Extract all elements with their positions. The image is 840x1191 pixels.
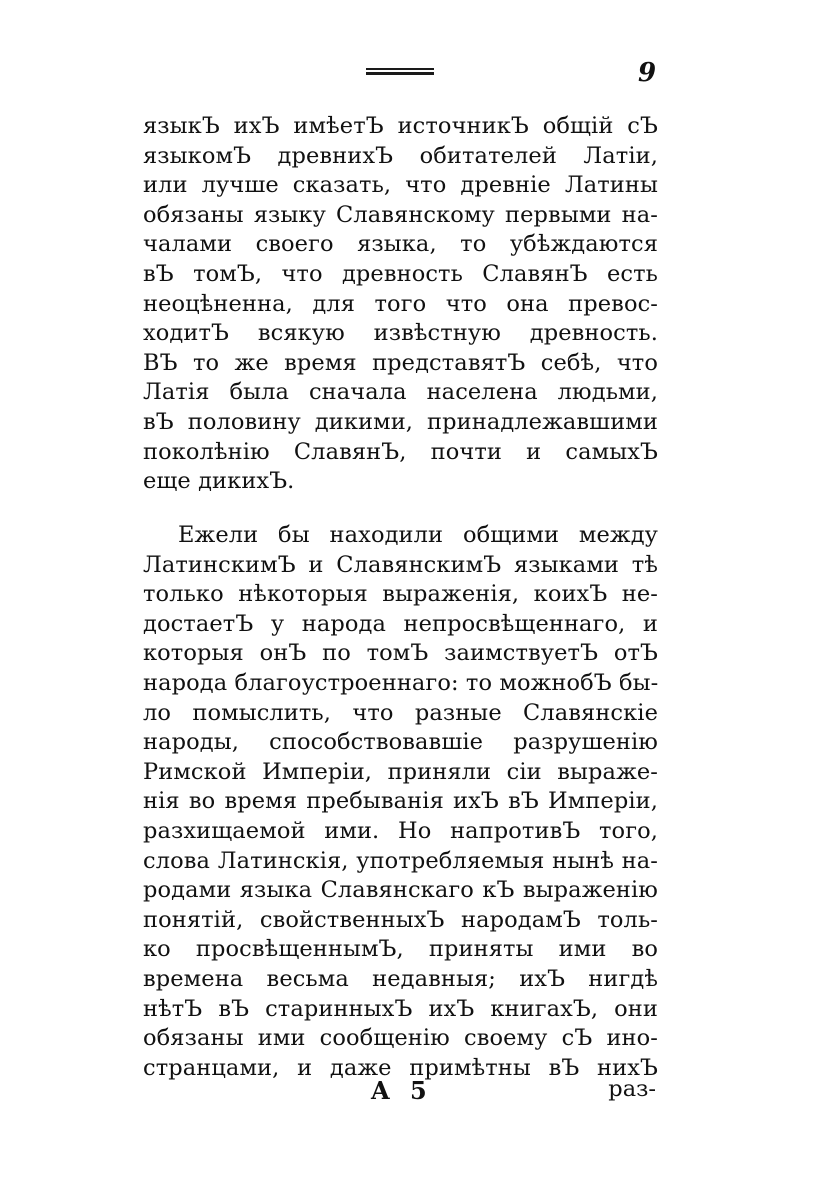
- signature-mark: A 5: [371, 1076, 433, 1105]
- text-line: которыя онЪ по томЪ заимствуетЪ отЪ: [143, 640, 658, 667]
- page-number: 9: [638, 58, 657, 88]
- text-line: Ежели бы находили общими между: [178, 522, 658, 548]
- text-line: нѣтЪ вЪ старинныхЪ ихЪ книгахЪ, они: [143, 995, 658, 1022]
- text-line: или лучше сказать, что древніе Латины: [143, 172, 658, 199]
- text-line: вЪ половину дикими, принадлежавшими: [143, 408, 658, 435]
- text-line: ло помыслить, что разные Славянскіе: [143, 699, 658, 726]
- text-line: понятій, свойственныхЪ народамЪ толь-: [143, 906, 658, 933]
- text-line: ВЪ то же время представятЪ себѣ, что: [143, 349, 658, 376]
- text-line: слова Латинскія, употребляемыя нынѣ на-: [143, 847, 658, 874]
- text-line: обязаны ими сообщенію своему сЪ ино-: [143, 1025, 658, 1052]
- text-line: неоцѣненна, для того что она превос-: [143, 290, 658, 317]
- text-line: еще дикихЪ.: [143, 468, 295, 495]
- text-line: Римской Имперіи, приняли сіи выраже-: [143, 758, 658, 785]
- text-line: ЛатинскимЪ и СлавянскимЪ языками тѣ: [143, 551, 658, 578]
- text-line: странцами, и даже примѣтны вЪ нихЪ: [143, 1054, 658, 1081]
- text-line: времена весьма недавныя; ихЪ нигдѣ: [143, 965, 658, 992]
- text-line: поколѣнію СлавянЪ, почти и самыхЪ: [143, 438, 658, 465]
- text-line: вЪ томЪ, что древность СлавянЪ есть: [143, 260, 658, 287]
- text-line: ко просвѣщеннымЪ, приняты ими во: [143, 936, 658, 963]
- text-line: языкомЪ древнихЪ обитателей Латіи,: [143, 142, 658, 169]
- catchword: раз-: [608, 1076, 656, 1102]
- text-line: достаетЪ у народа непросвѣщеннаго, и: [143, 610, 658, 637]
- text-line: чалами своего языка, то убѣждаются: [143, 231, 658, 258]
- text-line: языкЪ ихЪ имѣетЪ источникЪ общій сЪ: [143, 113, 658, 139]
- rule-line: [366, 68, 434, 70]
- paragraph-2: [143, 521, 658, 1083]
- text-line: Латія была сначала населена людьми,: [143, 379, 658, 406]
- header-rule: [366, 68, 434, 79]
- text-line: народы, способствовавшіе разрушенію: [143, 729, 658, 756]
- text-line: только нѣкоторыя выраженія, коихЪ не-: [143, 581, 658, 608]
- text-line: обязаны языку Славянскому первыми на-: [143, 201, 658, 228]
- paragraph-1: [143, 112, 658, 497]
- page-footer: [143, 1076, 658, 1110]
- text-line: ходитЪ всякую извѣстную древность.: [143, 320, 658, 347]
- text-line: народа благоустроеннаго: то можнобЪ бы-: [143, 669, 659, 696]
- text-line: нія во время пребыванія ихЪ вЪ Имперіи,: [143, 788, 658, 815]
- rule-line: [366, 72, 434, 75]
- text-line: родами языка Славянскаго кЪ выраженію: [143, 877, 658, 904]
- text-line: разхищаемой ими. Но напротивЪ того,: [143, 817, 658, 844]
